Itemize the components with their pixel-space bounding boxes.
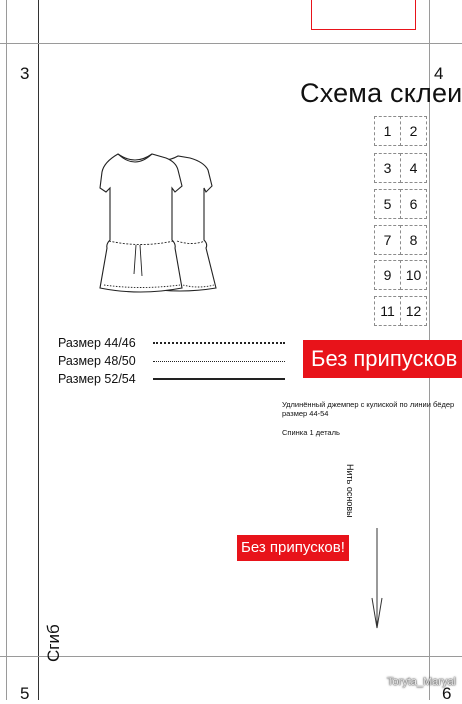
grid-cell-5: 5 [374, 189, 401, 219]
grid-cell-10: 10 [400, 260, 427, 290]
size-line-dotted-sparse [153, 342, 285, 344]
grid-cell-3: 3 [374, 153, 401, 183]
size-label: Размер 44/46 [58, 336, 136, 350]
page-number-top-left: 3 [20, 64, 30, 83]
size-row-48-50 [58, 352, 285, 370]
watermark: Toryta_Maryal [386, 676, 456, 688]
grid-cell-4: 4 [400, 153, 427, 183]
grain-arrow-icon [370, 528, 384, 634]
scheme-title: Схема склеи [300, 78, 462, 108]
top-margin-line [0, 43, 462, 44]
garment-sketch-icon [80, 148, 242, 296]
no-seam-allowance-banner: Без припусков [303, 340, 462, 378]
size-row-44-46 [58, 334, 285, 352]
left-margin-line [38, 0, 39, 700]
size-label: Размер 52/54 [58, 372, 136, 386]
page-number-bottom-right: 6 [442, 684, 452, 703]
grid-cell-1: 1 [374, 116, 401, 146]
size-line-solid [153, 378, 285, 380]
margin-line-left-outer [6, 0, 7, 700]
page-number-top-right: 4 [434, 64, 444, 83]
grid-cell-12: 12 [400, 296, 427, 326]
grid-cell-7: 7 [374, 225, 401, 255]
description-line-2: размер 44-54 [282, 409, 329, 418]
size-row-52-54 [58, 370, 285, 388]
grid-cell-9: 9 [374, 260, 401, 290]
grid-cell-8: 8 [400, 225, 427, 255]
red-label-box [311, 0, 416, 30]
description-line-3: Спинка 1 деталь [282, 428, 340, 437]
description-line-1: Удлинённый джемпер с кулиской по линии бёдер [282, 400, 455, 409]
no-seam-allowance-label: Без припусков! [237, 535, 349, 561]
grid-cell-6: 6 [400, 189, 427, 219]
bottom-margin-line [0, 656, 462, 657]
fold-label: Сгиб [44, 624, 63, 662]
page-number-bottom-left: 5 [20, 684, 30, 703]
size-line-dotted-dense [153, 361, 285, 362]
grid-cell-11: 11 [374, 296, 401, 326]
grid-cell-2: 2 [400, 116, 427, 146]
grain-label: Нить основы [345, 464, 355, 518]
size-label: Размер 48/50 [58, 354, 136, 368]
